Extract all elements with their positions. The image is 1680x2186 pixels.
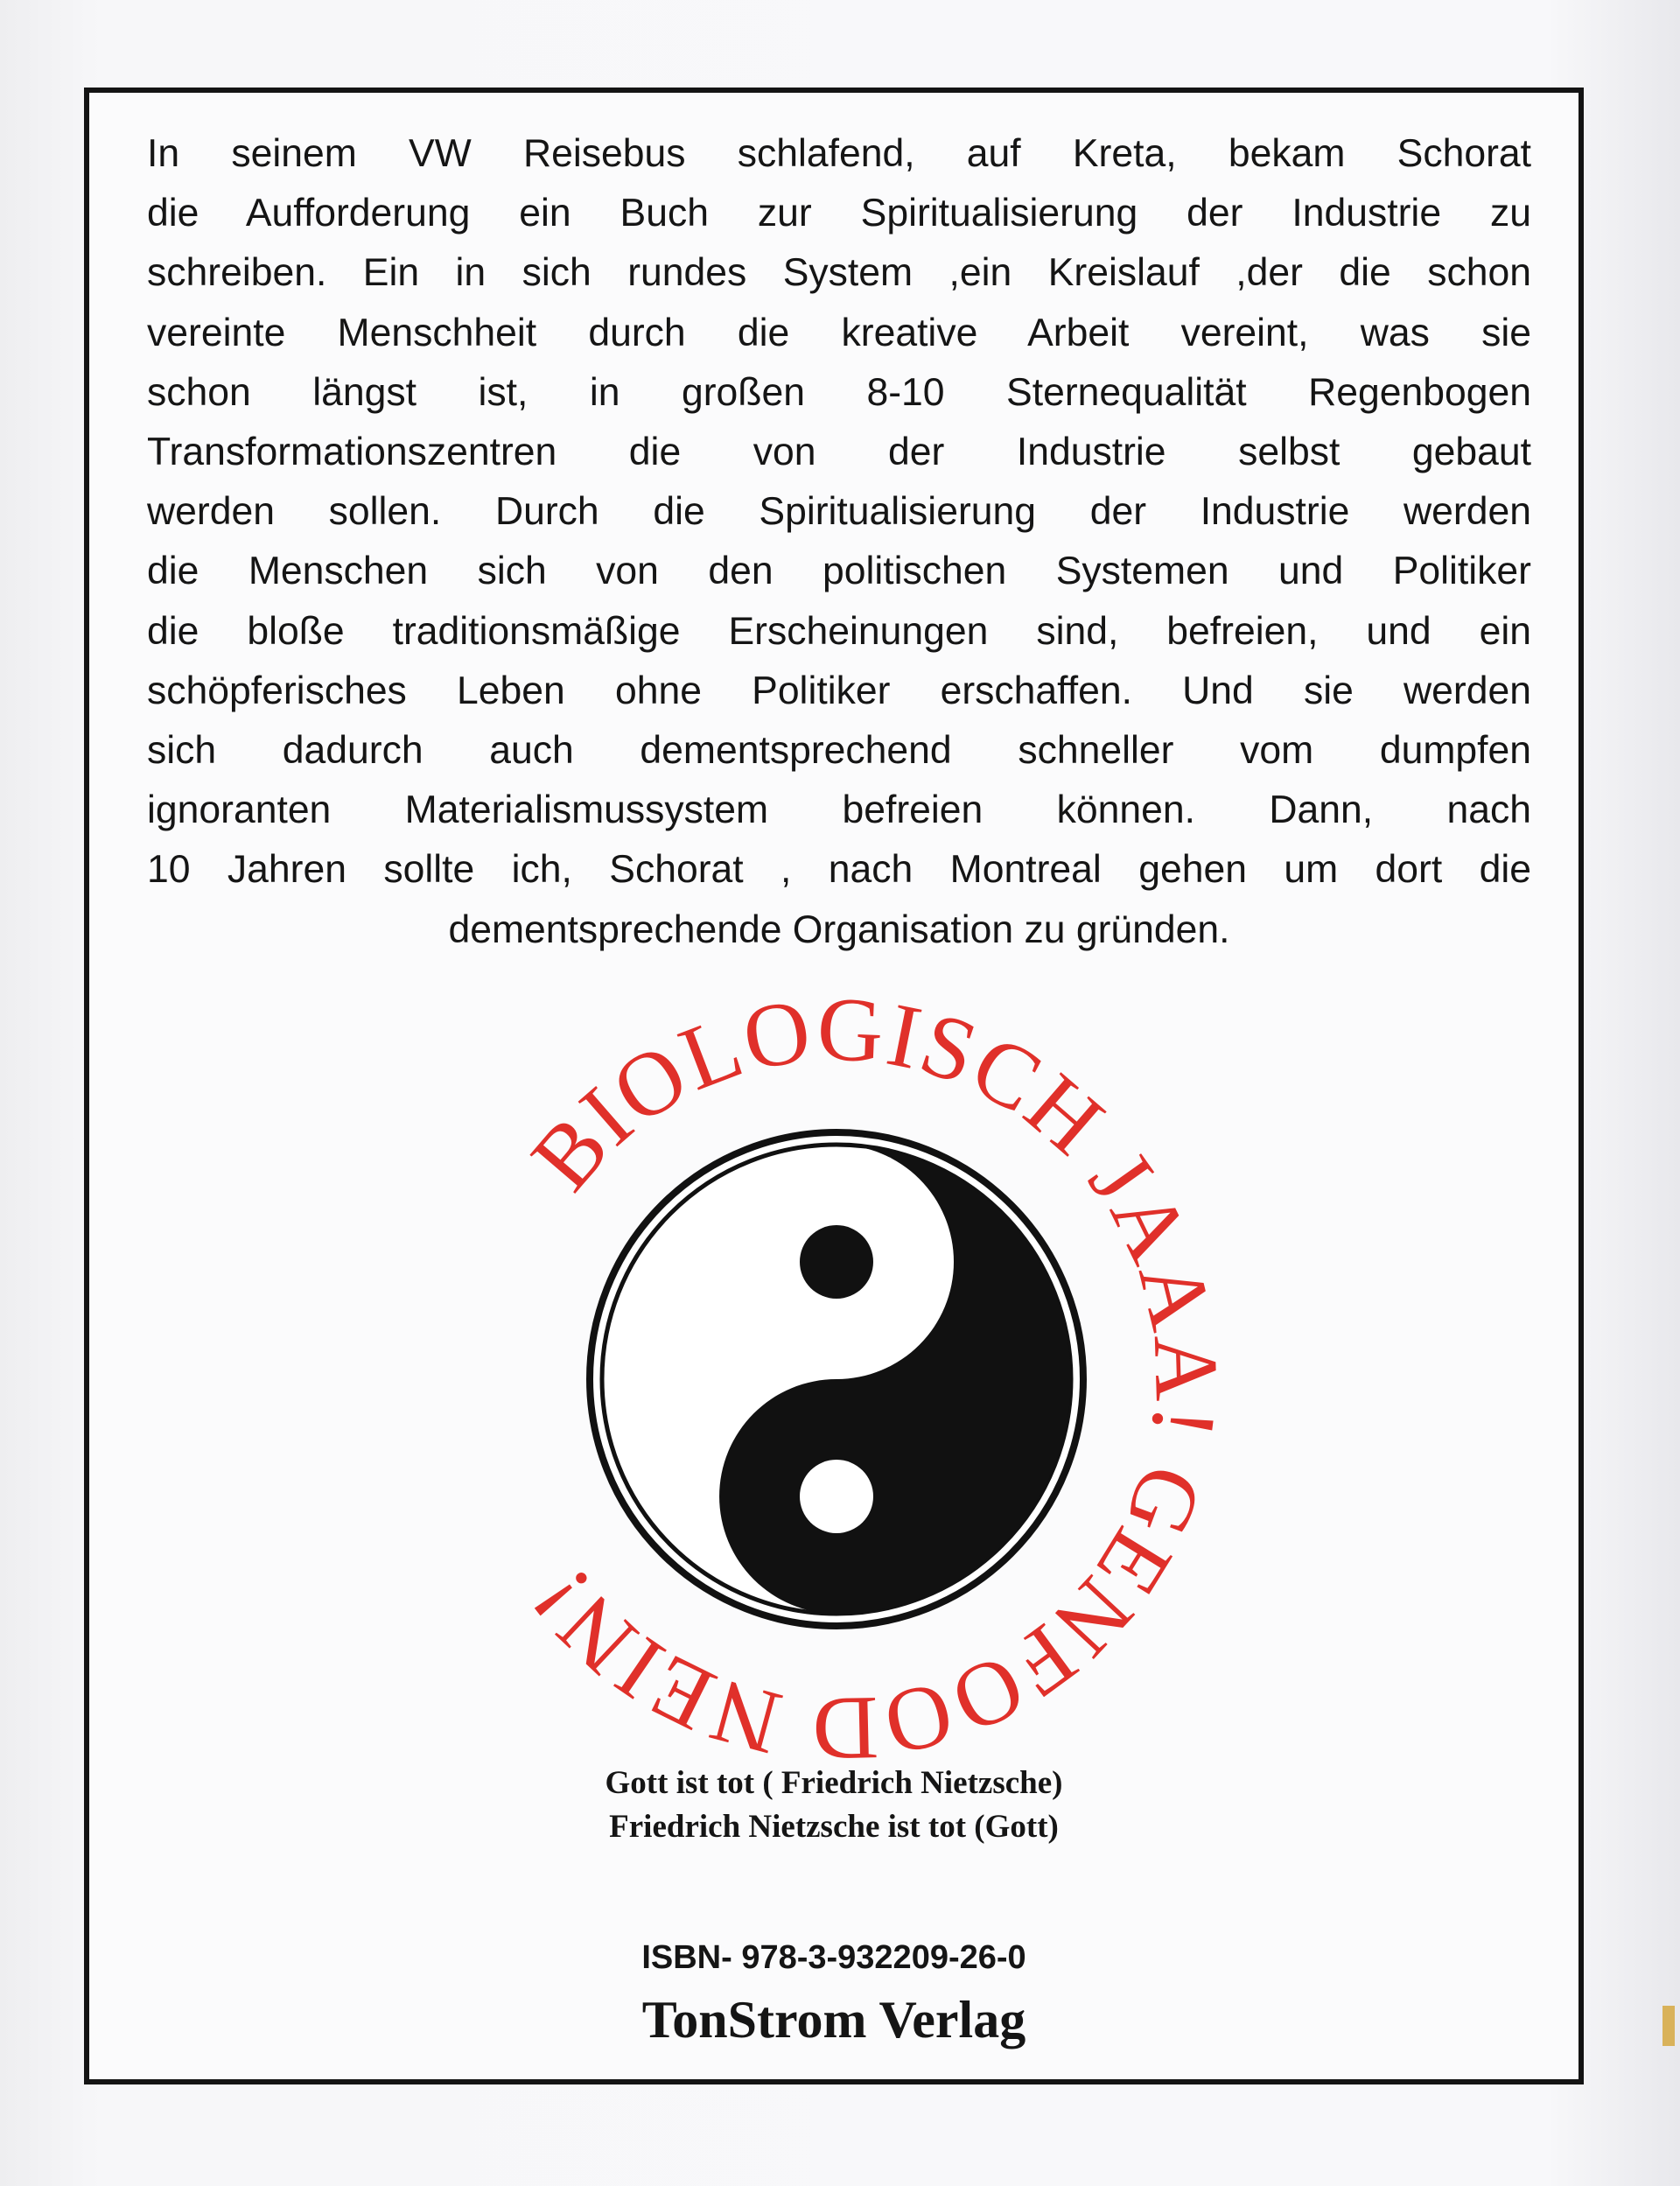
blurb-line: dementsprechende Organisation zu gründen. xyxy=(448,907,1230,951)
ring-slogan-path: BIOLOGISCH JAAA! GENFOOD NEIN! xyxy=(510,977,1237,1780)
blurb-line: schreiben. Ein in sich rundes System ,ein Kreislauf ,der die schon xyxy=(147,251,1531,295)
yin-yang-icon xyxy=(590,1132,1083,1626)
blurb-line: schon längst ist, in großen 8-10 Sternequalität Regenbogen xyxy=(147,370,1531,414)
quote-line-2: Friedrich Nietzsche ist tot (Gott) xyxy=(609,1809,1059,1845)
publisher-name: TonStrom Verlag xyxy=(641,1991,1026,2049)
isbn-number: ISBN- 978-3-932209-26-0 xyxy=(641,1939,1026,1976)
blurb-line: die Aufforderung ein Buch zur Spiritualisierung der Industrie zu xyxy=(147,192,1531,235)
back-cover-frame xyxy=(84,88,1584,2084)
blurb-line: Transformationszentren die von der Industrie selbst gebaut xyxy=(147,431,1531,474)
blurb-text xyxy=(147,124,1531,960)
quote-line-1: Gott ist tot ( Friedrich Nietzsche) xyxy=(605,1765,1063,1801)
blurb-line: werden sollen. Durch die Spiritualisierung der Industrie werden xyxy=(147,490,1531,534)
edge-tab xyxy=(1662,2006,1675,2046)
blurb-line: die bloße traditionsmäßige Erscheinungen sind, befreien, und ein xyxy=(147,609,1531,653)
blurb-line: ignoranten Materialismussystem befreien können. Dann, nach xyxy=(147,788,1531,832)
yin-yang-emblem xyxy=(434,977,1239,1782)
blurb-line: In seinem VW Reisebus schlafend, auf Kreta, bekam Schorat xyxy=(147,132,1531,175)
blurb-line: sich dadurch auch dementsprechend schneller vom dumpfen xyxy=(147,729,1531,773)
blurb-line: vereinte Menschheit durch die kreative Arbeit vereint, was sie xyxy=(147,311,1531,354)
blurb-line: schöpferisches Leben ohne Politiker erschaffen. Und sie werden xyxy=(147,669,1531,712)
blurb-line: 10 Jahren sollte ich, Schorat , nach Montreal gehen um dort die xyxy=(147,848,1531,892)
blurb-line: die Menschen sich von den politischen Systemen und Politiker xyxy=(147,550,1531,593)
